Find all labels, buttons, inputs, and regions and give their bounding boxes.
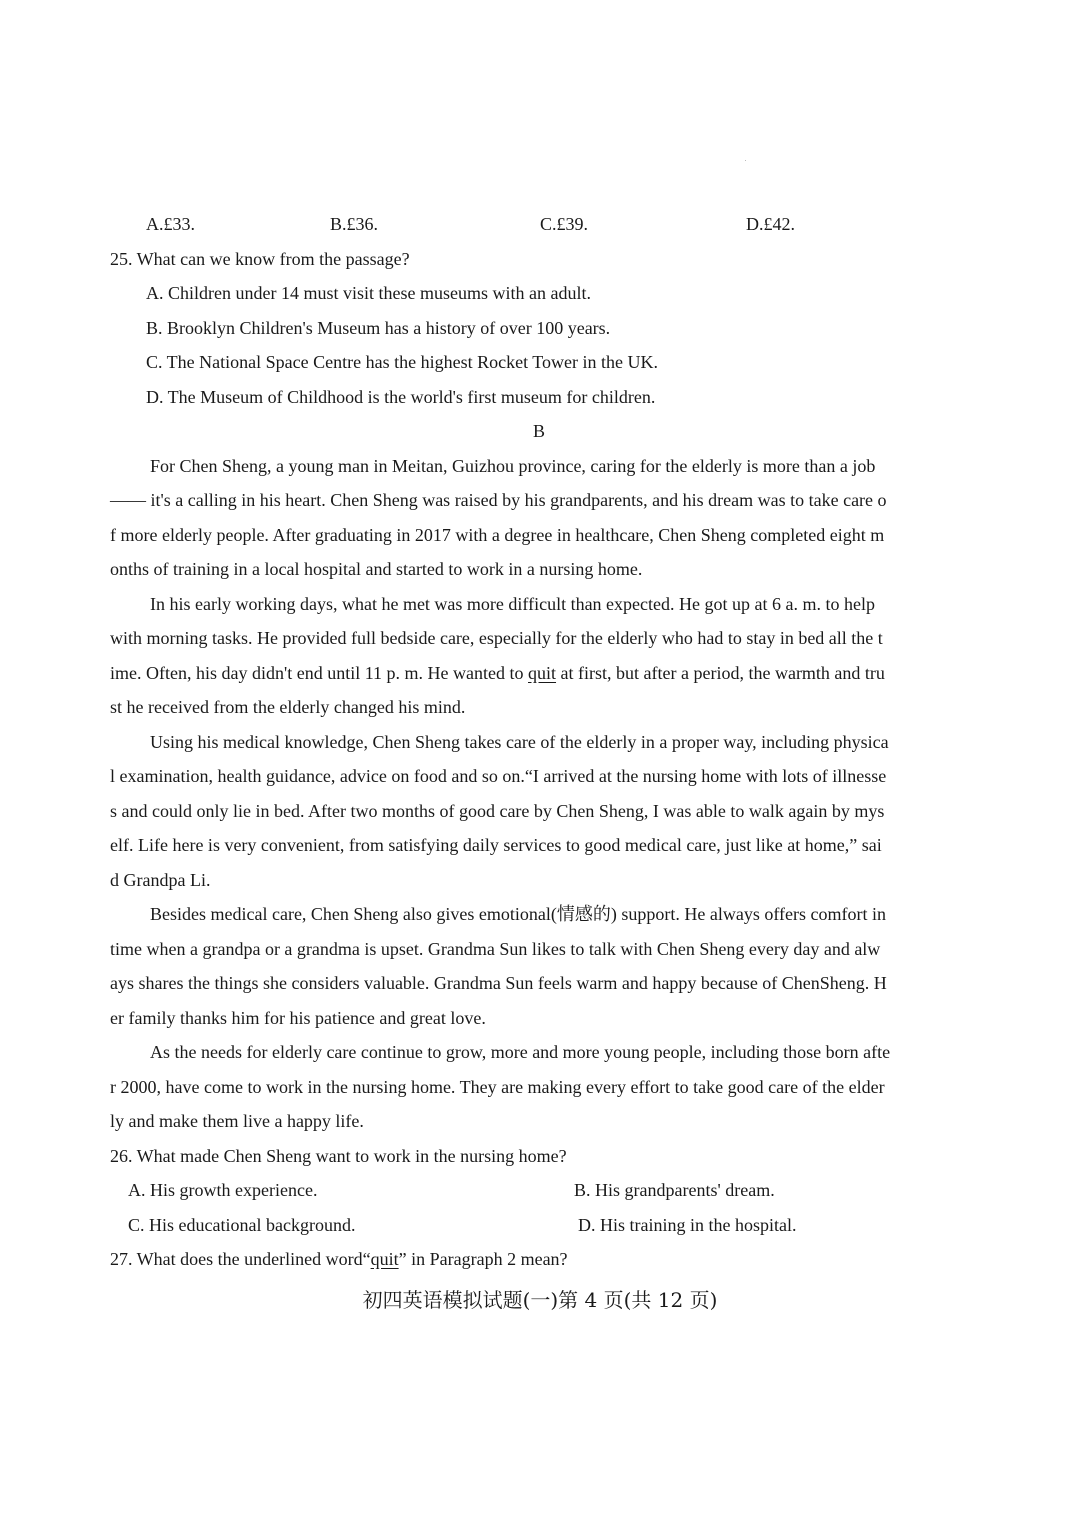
p4-line-2: time when a grandpa or a grandma is upset. Grandma Sun likes to talk with Chen Sheng every day and alw — [110, 939, 881, 959]
section-label: B — [533, 421, 546, 441]
p1-line-4: onths of training in a local hospital and started to work in a nursing home. — [110, 559, 643, 579]
q26-option-c: C. His educational background. — [128, 1215, 356, 1235]
p2-line-4: st he received from the elderly changed his mind. — [110, 697, 466, 717]
q27-stem-pre: 27. What does the underlined word“ — [110, 1249, 371, 1269]
q25-stem: 25. What can we know from the passage? — [110, 249, 410, 269]
p1-line-3: f more elderly people. After graduating in 2017 with a degree in healthcare, Chen Sheng completed eight m — [110, 525, 885, 545]
q25-option-a: A. Children under 14 must visit these museums with an adult. — [146, 283, 591, 303]
p2-line-1: In his early working days, what he met was more difficult than expected. He got up at 6 a. m. to help — [150, 594, 875, 614]
q27-underlined-word: quit — [370, 1249, 399, 1269]
p2-line-3-post: at first, but after a period, the warmth and tru — [556, 663, 885, 683]
p3-line-2: l examination, health guidance, advice on food and so on.“I arrived at the nursing home with lots of illnesse — [110, 766, 887, 786]
p2-line-3 — [110, 662, 885, 684]
scan-speck — [745, 160, 746, 161]
p3-line-1: Using his medical knowledge, Chen Sheng takes care of the elderly in a proper way, including physica — [150, 732, 889, 752]
p3-line-4: elf. Life here is very convenient, from satisfying daily services to good medical care, just like at home,” sai — [110, 835, 882, 855]
q26-stem: 26. What made Chen Sheng want to work in the nursing home? — [110, 1146, 567, 1166]
p1-line-2: —— it's a calling in his heart. Chen Sheng was raised by his grandparents, and his dream was to take care o — [110, 490, 887, 510]
p3-line-3: s and could only lie in bed. After two months of good care by Chen Sheng, I was able to walk again by mys — [110, 801, 885, 821]
p3-line-5: d Grandpa Li. — [110, 870, 211, 890]
q24-option-b: B.£36. — [330, 214, 379, 234]
q26-option-b: B. His grandparents' dream. — [574, 1180, 775, 1200]
q25-option-d: D. The Museum of Childhood is the world's first museum for children. — [146, 387, 656, 407]
q27-stem — [110, 1248, 568, 1270]
q25-option-c: C. The National Space Centre has the highest Rocket Tower in the UK. — [146, 352, 658, 372]
p2-line-3-pre: ime. Often, his day didn't end until 11 p. m. He wanted to — [110, 663, 529, 683]
q24-option-c: C.£39. — [540, 214, 589, 234]
page-footer: 初四英语模拟试题(一)第 4 页(共 12 页) — [362, 1288, 718, 1312]
p1-line-1: For Chen Sheng, a young man in Meitan, Guizhou province, caring for the elderly is more than a job — [150, 456, 876, 476]
p4-line-4: er family thanks him for his patience and great love. — [110, 1008, 486, 1028]
p5-line-3: ly and make them live a happy life. — [110, 1111, 364, 1131]
q26-option-d: D. His training in the hospital. — [578, 1215, 797, 1235]
q25-option-b: B. Brooklyn Children's Museum has a history of over 100 years. — [146, 318, 611, 338]
p4-line-1: Besides medical care, Chen Sheng also gives emotional(情感的) support. He always offers comfort in — [150, 904, 886, 924]
p5-line-2: r 2000, have come to work in the nursing home. They are making every effort to take good care of the elder — [110, 1077, 885, 1097]
q26-option-a: A. His growth experience. — [128, 1180, 318, 1200]
underlined-word-quit: quit — [528, 663, 557, 683]
q27-stem-post: ” in Paragraph 2 mean? — [398, 1249, 568, 1269]
p5-line-1: As the needs for elderly care continue to grow, more and more young people, including those born afte — [150, 1042, 891, 1062]
q24-option-d: D.£42. — [746, 214, 795, 234]
p2-line-2: with morning tasks. He provided full bedside care, especially for the elderly who had to stay in bed all the t — [110, 628, 883, 648]
q24-option-a: A.£33. — [146, 214, 195, 234]
p4-line-3: ays shares the things she considers valuable. Grandma Sun feels warm and happy because of ChenSheng. H — [110, 973, 887, 993]
